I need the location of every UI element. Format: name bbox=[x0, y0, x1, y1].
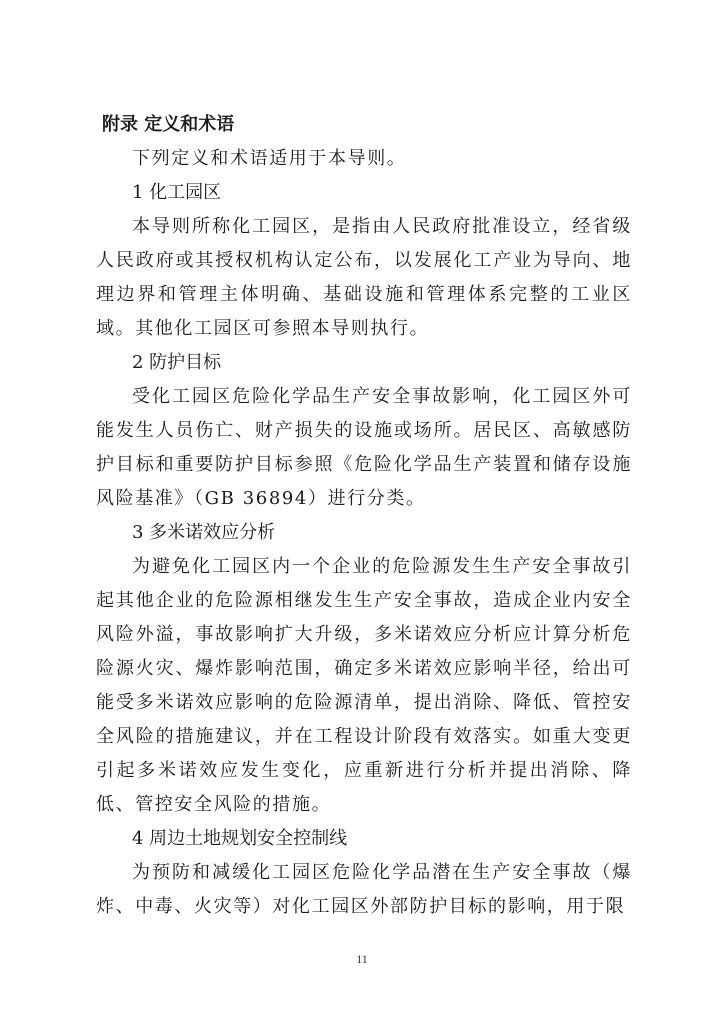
section-paragraph-3: 为避免化工园区内一个企业的危险源发生生产安全事故引起其他企业的危险源相继发生生产安全事故，造成企业内安全风险外溢，事故影响扩大升级，多米诺效应分析应计算分析危险源火灾、爆炸影响范围，确定多米诺效应影响半径，给出可能受多米诺效应影响的危险源清单，提出消除、降低、管控安全风险的措施建议，并在工程设计阶段有效落实。如重大变更引起多米诺效应发生变化，应重新进行分析并提出消除、降低、管控安全风险的措施。 bbox=[96, 556, 632, 815]
section-title-4: 4 周边土地规划安全控制线 bbox=[132, 828, 348, 849]
section-title-1: 1 化工园区 bbox=[132, 182, 222, 203]
appendix-intro: 下列定义和术语适用于本导则。 bbox=[132, 148, 407, 169]
section-title-2: 2 防护目标 bbox=[132, 352, 222, 373]
appendix-heading: 附录 定义和术语 bbox=[102, 114, 235, 135]
page-number: 11 bbox=[356, 952, 368, 966]
section-paragraph-4: 为预防和减缓化工园区危险化学品潜在生产安全事故（爆炸、中毒、火灾等）对化工园区外部防护目标的影响，用于限 bbox=[96, 862, 632, 917]
document-page bbox=[96, 108, 632, 924]
section-paragraph-2: 受化工园区危险化学品生产安全事故影响，化工园区外可能发生人员伤亡、财产损失的设施或场所。居民区、高敏感防护目标和重要防护目标参照《危险化学品生产装置和储存设施风险基准》（GB 36894）进行分类。 bbox=[96, 386, 632, 509]
section-paragraph-1: 本导则所称化工园区，是指由人民政府批准设立，经省级人民政府或其授权机构认定公布，以发展化工产业为导向、地理边界和管理主体明确、基础设施和管理体系完整的工业区域。其他化工园区可参照本导则执行。 bbox=[96, 216, 632, 339]
section-title-3: 3 多米诺效应分析 bbox=[132, 522, 276, 543]
